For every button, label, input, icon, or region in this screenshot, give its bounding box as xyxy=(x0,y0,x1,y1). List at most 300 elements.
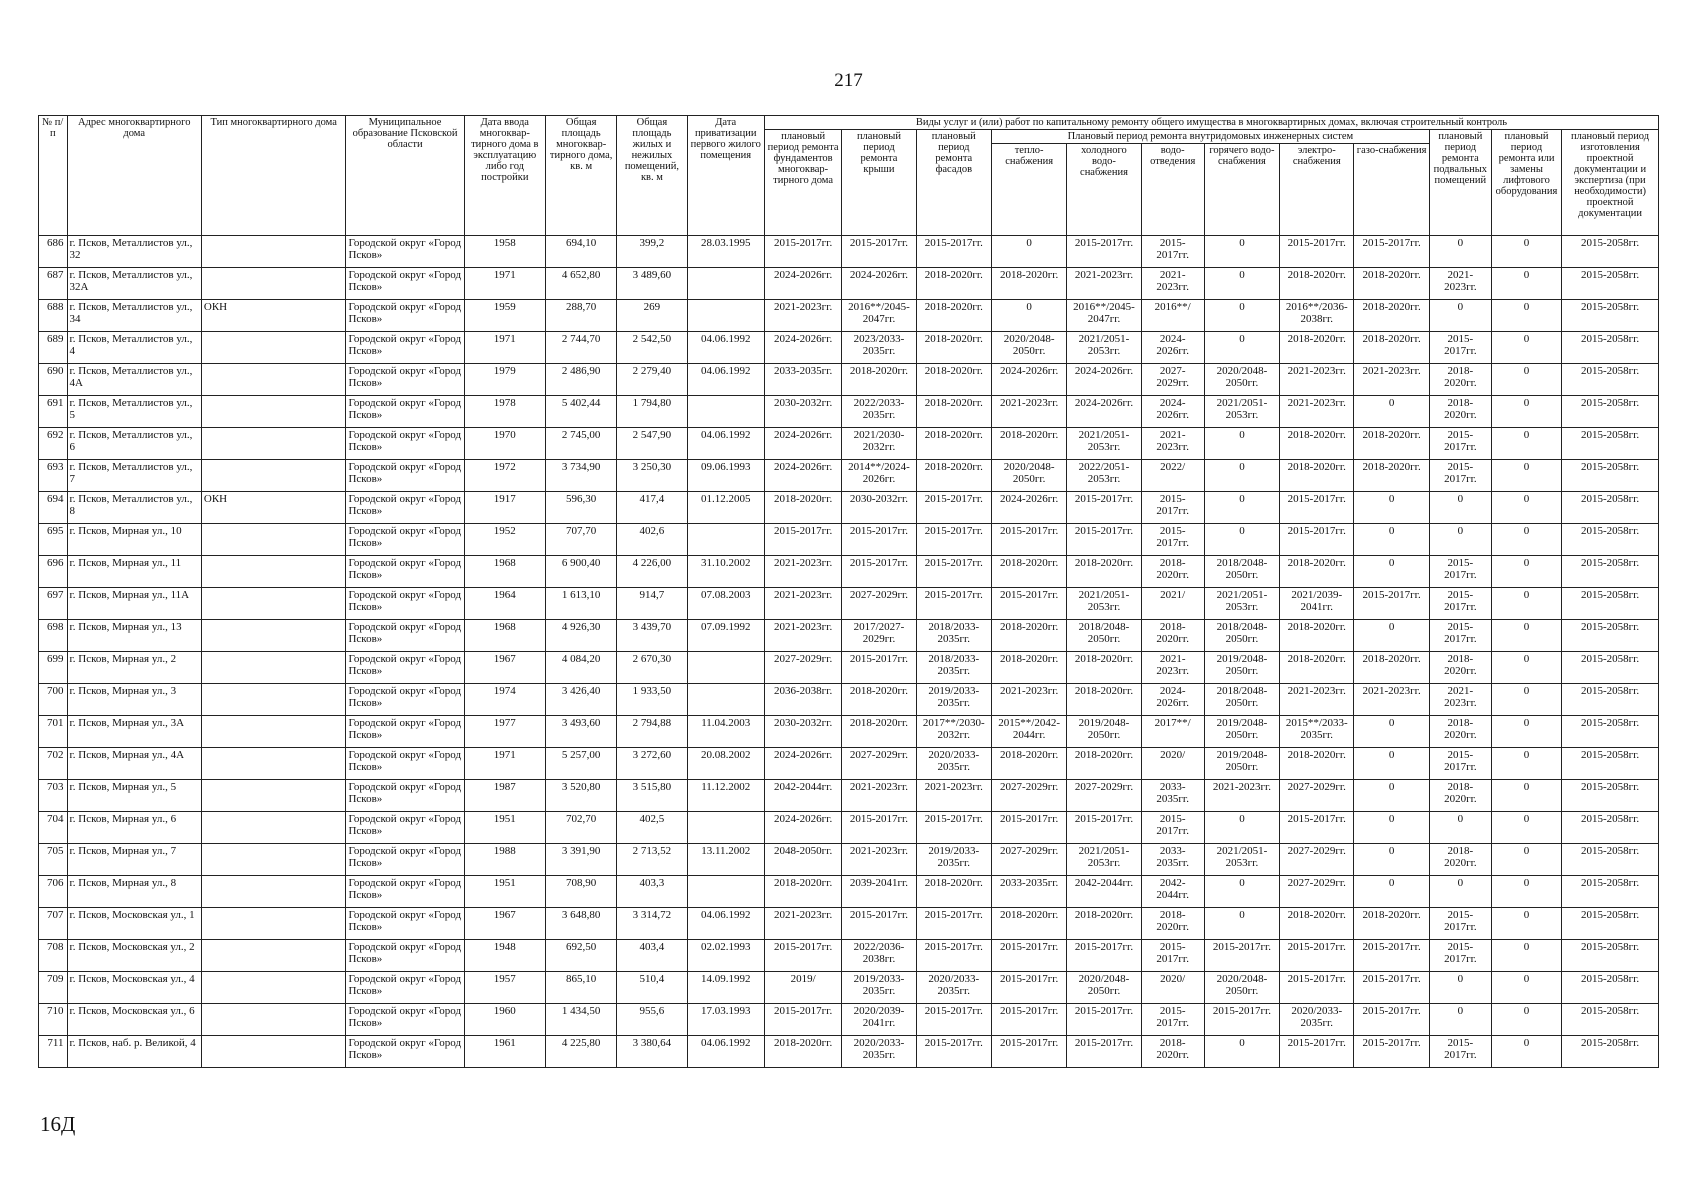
table-cell: 2015-2017гг. xyxy=(1067,236,1141,268)
table-cell: 2018-2020гг. xyxy=(1429,780,1491,812)
table-cell: 2020/2048-2050гг. xyxy=(991,332,1066,364)
table-cell: 2021-2023гг. xyxy=(764,588,841,620)
table-cell: 2024-2026гг. xyxy=(764,460,841,492)
table-cell: 2018-2020гг. xyxy=(1429,364,1491,396)
table-row xyxy=(39,812,1659,844)
table-cell: 2015-2017гг. xyxy=(1280,492,1354,524)
table-cell: 2 670,30 xyxy=(617,652,687,684)
table-row xyxy=(39,972,1659,1004)
table-cell: 2015-2017гг. xyxy=(1354,940,1429,972)
table-cell: 2024-2026гг. xyxy=(1067,364,1141,396)
table-cell: 04.06.1992 xyxy=(687,332,764,364)
table-cell: 2042-2044гг. xyxy=(764,780,841,812)
table-cell: 2019/ xyxy=(764,972,841,1004)
table-cell xyxy=(201,460,346,492)
table-cell: 2018-2020гг. xyxy=(916,428,991,460)
table-cell: Городской округ «Город Псков» xyxy=(346,652,464,684)
table-cell: 2018-2020гг. xyxy=(1067,556,1141,588)
table-cell: 2018-2020гг. xyxy=(1354,268,1429,300)
table-cell: 2015-2058гг. xyxy=(1562,876,1659,908)
table-cell: 0 xyxy=(1204,524,1279,556)
table-cell: 2015-2017гг. xyxy=(1429,556,1491,588)
table-cell: 09.06.1993 xyxy=(687,460,764,492)
table-cell: 2021-2023гг. xyxy=(991,396,1066,428)
table-cell xyxy=(201,268,346,300)
table-cell: 0 xyxy=(1204,460,1279,492)
table-cell: 2042-2044гг. xyxy=(1141,876,1204,908)
table-cell: 0 xyxy=(1354,812,1429,844)
table-cell xyxy=(201,620,346,652)
table-cell: 2015-2017гг. xyxy=(1280,524,1354,556)
table-cell: 2018-2020гг. xyxy=(916,364,991,396)
table-cell: 0 xyxy=(1491,460,1561,492)
table-row xyxy=(39,780,1659,812)
table-cell: 2021-2023гг. xyxy=(764,908,841,940)
table-cell: 2015-2017гг. xyxy=(916,908,991,940)
table-cell: 2018-2020гг. xyxy=(1141,908,1204,940)
table-cell: 2024-2026гг. xyxy=(842,268,916,300)
table-cell: 2018-2020гг. xyxy=(1067,684,1141,716)
table-cell: г. Псков, Мирная ул., 7 xyxy=(67,844,201,876)
table-cell: 31.10.2002 xyxy=(687,556,764,588)
table-cell: 2015-2017гг. xyxy=(1141,236,1204,268)
table-cell: 2015-2017гг. xyxy=(1354,1036,1429,1068)
table-cell: 3 426,40 xyxy=(546,684,617,716)
table-cell xyxy=(201,524,346,556)
table-cell: 2015-2017гг. xyxy=(1354,1004,1429,1036)
table-cell: г. Псков, Металлистов ул., 5 xyxy=(67,396,201,428)
table-cell: 0 xyxy=(1491,428,1561,460)
table-cell: 2019/2048-2050гг. xyxy=(1204,652,1279,684)
table-cell: 2018-2020гг. xyxy=(1280,332,1354,364)
table-cell: 2021-2023гг. xyxy=(1204,780,1279,812)
table-cell: 2015-2058гг. xyxy=(1562,300,1659,332)
table-cell: 2015-2017гг. xyxy=(916,236,991,268)
table-cell xyxy=(201,1036,346,1068)
table-cell: 3 380,64 xyxy=(617,1036,687,1068)
table-cell: 2018/2048-2050гг. xyxy=(1204,620,1279,652)
table-cell: 20.08.2002 xyxy=(687,748,764,780)
table-cell: Городской округ «Город Псков» xyxy=(346,620,464,652)
table-cell: 2024-2026гг. xyxy=(764,428,841,460)
table-cell: 694,10 xyxy=(546,236,617,268)
table-cell: 2015-2058гг. xyxy=(1562,460,1659,492)
table-cell: 2015-2017гг. xyxy=(842,524,916,556)
table-cell: 0 xyxy=(1491,748,1561,780)
table-cell: 1968 xyxy=(464,556,545,588)
table-cell: 0 xyxy=(1491,620,1561,652)
table-cell: г. Псков, Металлистов ул., 32 xyxy=(67,236,201,268)
table-cell: 2018-2020гг. xyxy=(1429,652,1491,684)
table-cell: 2018-2020гг. xyxy=(1354,300,1429,332)
table-cell: 0 xyxy=(1204,332,1279,364)
table-cell: 2021/2051-2053гг. xyxy=(1204,844,1279,876)
table-cell: 2018/2048-2050гг. xyxy=(1204,684,1279,716)
table-cell: 2018-2020гг. xyxy=(1280,556,1354,588)
table-cell: 2018-2020гг. xyxy=(1067,652,1141,684)
table-cell: ОКН xyxy=(201,300,346,332)
table-cell: 1987 xyxy=(464,780,545,812)
table-cell: 687 xyxy=(39,268,68,300)
table-cell: 689 xyxy=(39,332,68,364)
table-cell xyxy=(687,524,764,556)
table-cell: 2027-2029гг. xyxy=(1280,780,1354,812)
table-cell: 2027-2029гг. xyxy=(991,844,1066,876)
table-cell: 2015-2017гг. xyxy=(1280,940,1354,972)
table-cell: 2021/ xyxy=(1141,588,1204,620)
table-cell: 2 279,40 xyxy=(617,364,687,396)
table-cell: 0 xyxy=(1204,300,1279,332)
table-cell: 2024-2026гг. xyxy=(764,332,841,364)
table-cell: 2015-2017гг. xyxy=(1280,972,1354,1004)
table-cell: 403,3 xyxy=(617,876,687,908)
table-row xyxy=(39,300,1659,332)
table-row xyxy=(39,844,1659,876)
table-cell: Городской округ «Город Псков» xyxy=(346,524,464,556)
table-cell: 1 933,50 xyxy=(617,684,687,716)
table-cell: 2015-2017гг. xyxy=(842,812,916,844)
table-cell: 2022/2033-2035гг. xyxy=(842,396,916,428)
table-cell: 2021-2023гг. xyxy=(1280,364,1354,396)
table-cell: г. Псков, Металлистов ул., 7 xyxy=(67,460,201,492)
table-cell: 2021-2023гг. xyxy=(842,844,916,876)
table-cell: 0 xyxy=(1491,588,1561,620)
header-works-group: Виды услуг и (или) работ по капитальному ремонту общего имущества в многоквартирных домах, включая строительный контроль xyxy=(764,116,1658,130)
table-cell: 2015-2017гг. xyxy=(916,1004,991,1036)
table-cell: 3 520,80 xyxy=(546,780,617,812)
table-cell: г. Псков, Металлистов ул., 4 xyxy=(67,332,201,364)
table-cell: 2015-2017гг. xyxy=(1067,1036,1141,1068)
table-cell: 3 272,60 xyxy=(617,748,687,780)
table-cell: Городской округ «Город Псков» xyxy=(346,492,464,524)
table-cell: г. Псков, Мирная ул., 10 xyxy=(67,524,201,556)
table-cell: 702,70 xyxy=(546,812,617,844)
table-cell: 1979 xyxy=(464,364,545,396)
table-cell: 6 900,40 xyxy=(546,556,617,588)
table-cell: 1968 xyxy=(464,620,545,652)
table-cell: 2018-2020гг. xyxy=(1280,428,1354,460)
table-cell: 2024-2026гг. xyxy=(1141,684,1204,716)
table-cell: г. Псков, Металлистов ул., 34 xyxy=(67,300,201,332)
table-cell: 696 xyxy=(39,556,68,588)
table-cell: 0 xyxy=(1429,524,1491,556)
table-cell: 2015-2017гг. xyxy=(1067,812,1141,844)
table-cell: 0 xyxy=(1429,972,1491,1004)
table-cell: 0 xyxy=(1204,876,1279,908)
table-cell: 403,4 xyxy=(617,940,687,972)
table-cell: 2015-2017гг. xyxy=(916,940,991,972)
table-cell: 0 xyxy=(1491,332,1561,364)
table-cell: 0 xyxy=(1204,268,1279,300)
table-cell: Городской округ «Город Псков» xyxy=(346,748,464,780)
table-cell: 2020/ xyxy=(1141,972,1204,1004)
table-row xyxy=(39,1004,1659,1036)
table-cell: 2016**/2036-2038гг. xyxy=(1280,300,1354,332)
table-cell: 2015-2017гг. xyxy=(1067,1004,1141,1036)
table-cell: 2033-2035гг. xyxy=(991,876,1066,908)
table-cell: 2018-2020гг. xyxy=(1354,428,1429,460)
table-cell: 2033-2035гг. xyxy=(1141,844,1204,876)
table-cell: 2015**/2033-2035гг. xyxy=(1280,716,1354,748)
table-cell: 2021-2023гг. xyxy=(764,300,841,332)
table-cell: 2017/2027-2029гг. xyxy=(842,620,916,652)
table-cell: 2021-2023гг. xyxy=(991,684,1066,716)
table-cell: 2 745,00 xyxy=(546,428,617,460)
table-cell: 0 xyxy=(1491,556,1561,588)
table-cell: 709 xyxy=(39,972,68,1004)
table-row xyxy=(39,364,1659,396)
table-cell: 2015-2058гг. xyxy=(1562,524,1659,556)
table-cell: 2015-2058гг. xyxy=(1562,364,1659,396)
table-cell: 2018-2020гг. xyxy=(991,556,1066,588)
table-cell: 2015-2017гг. xyxy=(1429,620,1491,652)
table-cell: 2015**/2042-2044гг. xyxy=(991,716,1066,748)
table-cell: 3 391,90 xyxy=(546,844,617,876)
table-cell: 2 744,70 xyxy=(546,332,617,364)
table-row xyxy=(39,492,1659,524)
table-cell: 2015-2017гг. xyxy=(764,1004,841,1036)
table-cell: 0 xyxy=(1354,716,1429,748)
table-cell: 269 xyxy=(617,300,687,332)
header-basement: плановый период ремонта подвальных помещений xyxy=(1429,130,1491,236)
table-cell: 0 xyxy=(1491,876,1561,908)
table-cell: 2030-2032гг. xyxy=(842,492,916,524)
table-cell: 2021-2023гг. xyxy=(1141,268,1204,300)
table-cell: 1957 xyxy=(464,972,545,1004)
header-commission-date: Дата ввода многоквар-тирного дома в эксплуатацию либо год постройки xyxy=(464,116,545,236)
table-cell: 701 xyxy=(39,716,68,748)
table-cell: 2021/2051-2053гг. xyxy=(1067,588,1141,620)
table-cell: 2018-2020гг. xyxy=(842,716,916,748)
table-cell: 1978 xyxy=(464,396,545,428)
table-cell: 2023/2033-2035гг. xyxy=(842,332,916,364)
table-cell: 2015-2017гг. xyxy=(1204,940,1279,972)
table-cell: 2021-2023гг. xyxy=(842,780,916,812)
table-cell: 2020/2033-2035гг. xyxy=(842,1036,916,1068)
table-cell: 2015-2058гг. xyxy=(1562,332,1659,364)
table-cell xyxy=(687,652,764,684)
table-cell: 1970 xyxy=(464,428,545,460)
table-cell: 699 xyxy=(39,652,68,684)
table-cell: 2019/2048-2050гг. xyxy=(1204,716,1279,748)
table-cell: 1917 xyxy=(464,492,545,524)
table-row xyxy=(39,1036,1659,1068)
table-cell: г. Псков, Мирная ул., 8 xyxy=(67,876,201,908)
table-cell: 2027-2029гг. xyxy=(991,780,1066,812)
table-cell xyxy=(201,428,346,460)
table-cell: 3 439,70 xyxy=(617,620,687,652)
table-cell: 3 493,60 xyxy=(546,716,617,748)
table-cell: 2022/ xyxy=(1141,460,1204,492)
table-cell: 3 489,60 xyxy=(617,268,687,300)
table-cell: 2018-2020гг. xyxy=(1141,1036,1204,1068)
table-cell xyxy=(687,876,764,908)
table-cell: 0 xyxy=(1354,876,1429,908)
table-cell: 2024-2026гг. xyxy=(764,812,841,844)
table-row xyxy=(39,652,1659,684)
table-cell: 2015-2017гг. xyxy=(991,972,1066,1004)
table-cell: 0 xyxy=(991,300,1066,332)
table-cell: 2020/2033-2035гг. xyxy=(916,972,991,1004)
table-cell: 705 xyxy=(39,844,68,876)
table-cell: 2015-2058гг. xyxy=(1562,620,1659,652)
table-cell: 2015-2058гг. xyxy=(1562,492,1659,524)
table-cell: 2021/2051-2053гг. xyxy=(1204,396,1279,428)
table-cell: 0 xyxy=(1354,748,1429,780)
table-cell: 0 xyxy=(1354,620,1429,652)
table-cell: 2015-2017гг. xyxy=(991,524,1066,556)
table-cell: 2018-2020гг. xyxy=(916,460,991,492)
document-stamp: 16Д xyxy=(40,1112,76,1136)
table-cell: 2018-2020гг. xyxy=(1280,748,1354,780)
table-row xyxy=(39,428,1659,460)
header-elevator: плановый период ремонта или замены лифтового оборудования xyxy=(1491,130,1561,236)
table-cell: Городской округ «Город Псков» xyxy=(346,332,464,364)
table-cell: г. Псков, Мирная ул., 4А xyxy=(67,748,201,780)
table-cell xyxy=(201,364,346,396)
table-cell: 2019/2033-2035гг. xyxy=(916,684,991,716)
table-cell: 2020/2033-2035гг. xyxy=(1280,1004,1354,1036)
table-cell: 402,5 xyxy=(617,812,687,844)
table-cell xyxy=(201,716,346,748)
table-cell: 07.09.1992 xyxy=(687,620,764,652)
table-cell: 28.03.1995 xyxy=(687,236,764,268)
capital-repair-table xyxy=(38,115,1659,1068)
table-cell: 2015-2058гг. xyxy=(1562,684,1659,716)
table-cell: 2015-2058гг. xyxy=(1562,588,1659,620)
table-cell: 2018/2048-2050гг. xyxy=(1067,620,1141,652)
table-cell: 0 xyxy=(1491,300,1561,332)
table-cell: 2018-2020гг. xyxy=(1429,716,1491,748)
table-cell: 2027-2029гг. xyxy=(1280,876,1354,908)
table-cell: 2018-2020гг. xyxy=(991,620,1066,652)
table-row xyxy=(39,524,1659,556)
header-gas: газо-снабжения xyxy=(1354,144,1429,236)
table-cell: 1951 xyxy=(464,876,545,908)
table-cell: 0 xyxy=(1491,1004,1561,1036)
table-row xyxy=(39,236,1659,268)
table-cell: 2015-2058гг. xyxy=(1562,428,1659,460)
header-cold-water: холодного водо-снабжения xyxy=(1067,144,1141,236)
table-cell: г. Псков, Московская ул., 6 xyxy=(67,1004,201,1036)
table-cell: 2027-2029гг. xyxy=(1280,844,1354,876)
table-body xyxy=(39,236,1659,1068)
table-cell: 2021/2030-2032гг. xyxy=(842,428,916,460)
table-cell: 2016**/ xyxy=(1141,300,1204,332)
page-number: 217 xyxy=(834,70,863,91)
table-cell: 0 xyxy=(1491,1036,1561,1068)
table-cell: 04.06.1992 xyxy=(687,908,764,940)
table-cell: 2022/2036-2038гг. xyxy=(842,940,916,972)
table-cell: 0 xyxy=(1204,1036,1279,1068)
table-cell: 3 734,90 xyxy=(546,460,617,492)
header-hot-water: горячего водо-снабжения xyxy=(1204,144,1279,236)
table-cell: 4 225,80 xyxy=(546,1036,617,1068)
table-cell: 2039-2041гг. xyxy=(842,876,916,908)
header-living-area: Общая площадь жилых и нежилых помещений, кв. м xyxy=(617,116,687,236)
table-cell: 2018-2020гг. xyxy=(1280,268,1354,300)
table-cell: 04.06.1992 xyxy=(687,364,764,396)
table-cell: 1967 xyxy=(464,652,545,684)
table-row xyxy=(39,588,1659,620)
header-sewer: водо-отведения xyxy=(1141,144,1204,236)
table-cell: 2015-2017гг. xyxy=(916,812,991,844)
table-cell: 0 xyxy=(1491,972,1561,1004)
table-cell xyxy=(201,236,346,268)
table-cell: 700 xyxy=(39,684,68,716)
table-cell: 707,70 xyxy=(546,524,617,556)
table-cell: 0 xyxy=(1354,556,1429,588)
table-cell: 2018-2020гг. xyxy=(764,876,841,908)
table-cell: г. Псков, Мирная ул., 11А xyxy=(67,588,201,620)
table-cell: 2018-2020гг. xyxy=(916,396,991,428)
header-heat: тепло-снабжения xyxy=(991,144,1066,236)
table-cell: 2021-2023гг. xyxy=(1429,684,1491,716)
table-cell: 2018-2020гг. xyxy=(1354,460,1429,492)
header-electric: электро-снабжения xyxy=(1280,144,1354,236)
table-cell: 2018-2020гг. xyxy=(991,428,1066,460)
table-cell: Городской округ «Город Псков» xyxy=(346,780,464,812)
table-cell: 2015-2017гг. xyxy=(1141,492,1204,524)
table-cell xyxy=(687,684,764,716)
table-row xyxy=(39,268,1659,300)
table-cell: Городской округ «Город Псков» xyxy=(346,588,464,620)
table-cell: 2027-2029гг. xyxy=(842,588,916,620)
table-cell: 2021-2023гг. xyxy=(1280,684,1354,716)
table-cell xyxy=(687,300,764,332)
header-design-docs: плановый период изготовления проектной документации и экспертиза (при необходимости) проектной документации xyxy=(1562,130,1659,236)
table-cell: 0 xyxy=(1204,428,1279,460)
table-cell: Городской округ «Город Псков» xyxy=(346,940,464,972)
table-cell: 1971 xyxy=(464,748,545,780)
table-cell: 1974 xyxy=(464,684,545,716)
table-cell: г. Псков, Металлистов ул., 32А xyxy=(67,268,201,300)
table-cell: 2015-2017гг. xyxy=(991,812,1066,844)
table-cell: 2021-2023гг. xyxy=(1354,684,1429,716)
table-cell: 694 xyxy=(39,492,68,524)
table-cell: 2015-2017гг. xyxy=(1429,748,1491,780)
table-cell: 2021-2023гг. xyxy=(1280,396,1354,428)
table-cell: 402,6 xyxy=(617,524,687,556)
header-roof: плановый период ремонта крыши xyxy=(842,130,916,236)
table-cell: 4 926,30 xyxy=(546,620,617,652)
table-cell: 0 xyxy=(1491,396,1561,428)
table-cell: 1 613,10 xyxy=(546,588,617,620)
table-cell: 2018-2020гг. xyxy=(1429,844,1491,876)
table-row xyxy=(39,556,1659,588)
table-cell: 2018-2020гг. xyxy=(1280,620,1354,652)
table-cell: 2015-2017гг. xyxy=(842,556,916,588)
table-cell: 1959 xyxy=(464,300,545,332)
table-cell: 2027-2029гг. xyxy=(764,652,841,684)
table-cell: 710 xyxy=(39,1004,68,1036)
table-cell: 2024-2026гг. xyxy=(991,492,1066,524)
table-cell: Городской округ «Город Псков» xyxy=(346,972,464,1004)
table-cell: 2015-2058гг. xyxy=(1562,1036,1659,1068)
table-cell: 2018-2020гг. xyxy=(991,908,1066,940)
table-cell: 1 434,50 xyxy=(546,1004,617,1036)
table-cell: 2015-2058гг. xyxy=(1562,780,1659,812)
table-cell: 2015-2017гг. xyxy=(991,940,1066,972)
table-cell: 3 250,30 xyxy=(617,460,687,492)
table-cell: 2024-2026гг. xyxy=(1141,396,1204,428)
header-municipality: Муниципальное образование Псковской области xyxy=(346,116,464,236)
table-cell: 2021/2051-2053гг. xyxy=(1067,428,1141,460)
table-cell: 2024-2026гг. xyxy=(1067,396,1141,428)
table-cell: 0 xyxy=(1204,236,1279,268)
table-cell: 2020/2048-2050гг. xyxy=(1204,364,1279,396)
table-cell: Городской округ «Город Псков» xyxy=(346,300,464,332)
